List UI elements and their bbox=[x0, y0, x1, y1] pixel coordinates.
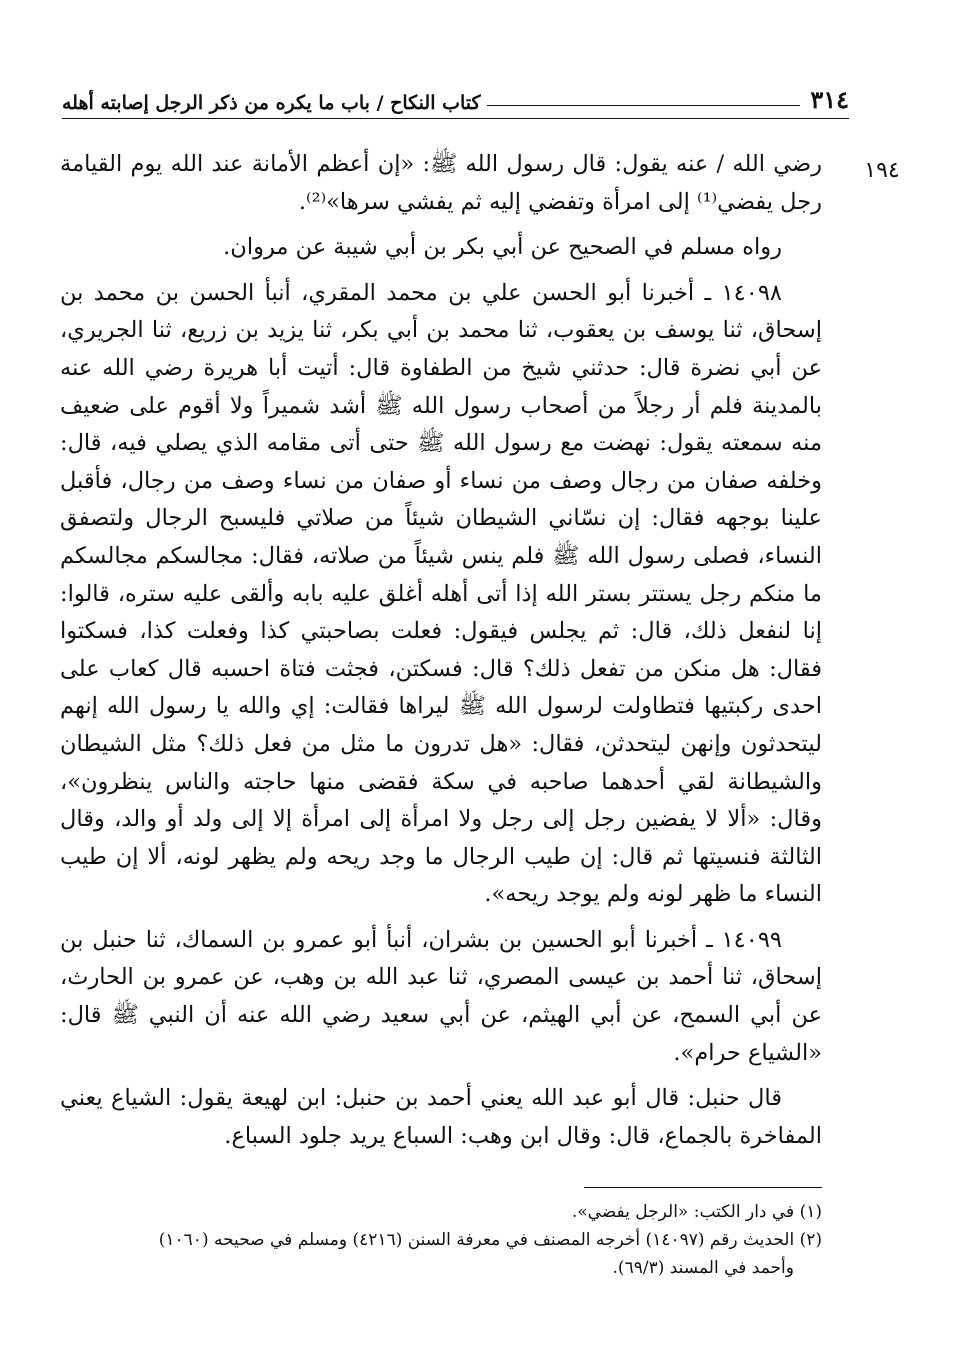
footnote-1: (١) في دار الكتب: «الرجل يفضي». bbox=[571, 1202, 822, 1222]
hadith-14099: ١٤٠٩٩ ـ أخبرنا أبو الحسين بن بشران، أنبأ أبو عمرو بن السماك، ثنا حنبل بن إسحاق، ثنا أحمد بن عيسى المصري، ثنا عبد الله بن وهب، عن عمرو بن الحارث، عن أبي السمح، عن أبي الهيثم، عن أبي سعيد رضي الله عنه أن النبي ﷺ قال: «الشياع حرام». bbox=[60, 926, 822, 1066]
running-title: كتاب النكاح / باب ما يكره من ذكر الرجل إصابته أهله bbox=[62, 92, 481, 114]
hadith-continuation: رضي الله / عنه يقول: قال رسول الله ﷺ: «إن أعظم الأمانة عند الله يوم القيامة رجل يفضي⁽¹⁾ إلى امرأة وتفضي إليه ثم يفشي سرها»⁽²⁾. bbox=[60, 151, 822, 215]
header-divider bbox=[62, 118, 849, 119]
header-rule bbox=[487, 105, 801, 106]
footnotes bbox=[60, 1198, 822, 1282]
margin-page-reference: ١٩٤ bbox=[864, 158, 900, 183]
footnote-divider bbox=[584, 1187, 822, 1188]
page-number: ٣١٤ bbox=[810, 85, 849, 114]
narration-note: رواه مسلم في الصحيح عن أبي بكر بن أبي شيبة عن مروان. bbox=[223, 234, 782, 261]
footnote-2: (٢) الحديث رقم (١٤٠٩٧) أخرجه المصنف في معرفة السنن (٤٢١٦) ومسلم في صحيحه (١٠٦٠) bbox=[158, 1230, 822, 1250]
footnote-2-continuation: وأحمد في المسند (٦٩/٣). bbox=[612, 1258, 794, 1278]
hanbal-comment: قال حنبل: قال أبو عبد الله يعني أحمد بن حنبل: ابن لهيعة يقول: الشياع يعني المفاخرة بالجماع، قال: وقال ابن وهب: السباع يريد جلود السباع. bbox=[60, 1085, 822, 1149]
hadith-14098: ١٤٠٩٨ ـ أخبرنا أبو الحسن علي بن محمد المقري، أنبأ الحسن بن محمد بن إسحاق، ثنا يوسف بن يعقوب، ثنا محمد بن أبي بكر، ثنا يزيد بن زريع، ثنا الجريري، عن أبي نضرة قال: حدثني شيخ من الطفاوة قال: أتيت أبا هريرة رضي الله عنه بالمدينة فلم أر رجلاً من أصحاب رسول الله ﷺ أشد شميراً ولا أقوم على ضعيف منه سمعته يقول: نهضت مع رسول الله ﷺ حتى أتى مقامه الذي يصلي فيه، قال: وخلفه صفان من رجال وصف من نساء أو صفان من نساء وصف من رجال، فأقبل علينا بوجهه فقال: إن نسّاني الشيطان شيئاً من صلاتي فليسبح الرجال ولتصفق النساء، فصلى رسول الله ﷺ فلم ينس شيئاً من صلاته، فقال: مجالسكم مجالسكم ما منكم رجل يستتر بستر الله إذا أتى أهله أغلق عليه بابه وألقى عليه ستره، قالوا: إنا لنفعل ذلك، قال: ثم يجلس فيقول: فعلت بصاحبتي كذا وفعلت كذا، فسكتوا فقال: هل منكن من تفعل ذلك؟ قال: فسكتن، فجثت فتاة احسبه قال كعاب على احدى ركبتيها فتطاولت لرسول الله ﷺ ليراها فقالت: إي والله يا رسول الله إنهم ليتحدثون وإنهن ليتحدثن، فقال: «هل تدرون ما مثل من فعل ذلك؟ مثل الشيطان والشيطانة لقي أحدهما صاحبه في سكة فقضى منها حاجته والناس ينظرون»، وقال: «ألا لا يفضين رجل إلى رجل ولا امرأة إلى امرأة إلا إلى ولد أو والد، وقال الثالثة فنسيتها ثم قال: إن طيب الرجال ما وجد ريحه ولم يظهر لونه، ألا إن طيب النساء ما ظهر لونه ولم يوجد ريحه». bbox=[60, 279, 822, 908]
running-header bbox=[62, 78, 849, 114]
main-text bbox=[60, 146, 822, 1163]
